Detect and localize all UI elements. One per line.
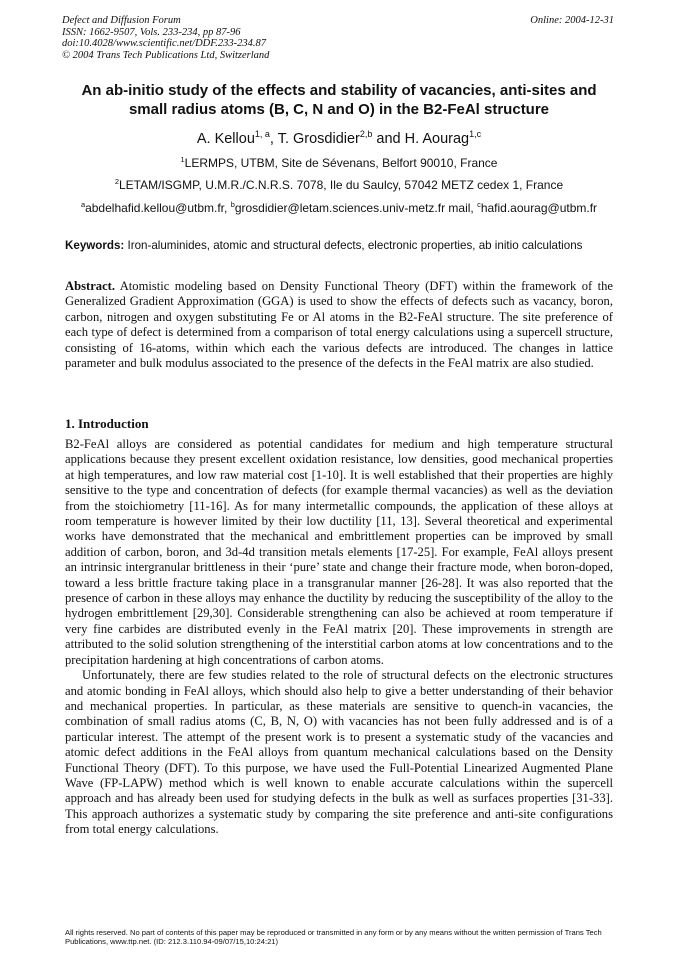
email-a: abdelhafid.kellou@utbm.fr, <box>85 201 231 215</box>
abstract-label: Abstract. <box>65 279 116 293</box>
affiliation-1 <box>40 156 638 171</box>
author-list <box>40 130 638 148</box>
keywords-text: Iron-aluminides, atomic and structural defects, electronic properties, ab initio calculations <box>124 239 583 252</box>
author-1: A. Kellou <box>196 131 255 147</box>
intro-paragraph-1: B2-FeAl alloys are considered as potential candidates for medium and high temperature structural applications because they present excellent oxidation resistance, low densities, good mechanical properties at high temperatures, and low raw material cost [1-10]. It is well established that their properties are highly sensitive to the type and concentration of defects (for example thermal vacancies) as well as the deviation from the stoichiometry [11-16]. As for many intermetallic compounds, the application of these alloys at room temperature is however limited by their low ductility [11, 13]. Several theoretical and experimental works have demonstrated that the mechanical and embrittlement properties can be improved by small addition of carbon, boron, and 3d-4d transition metals elements [17-25]. For example, FeAl alloys present an intrinsic intergranular brittleness in their ‘pure’ state and change their fracture mode, when boron-doped, toward a less brittle fracture taking place in a transgranular manner [26-28]. It was also reported that the presence of carbon in these alloys may enhance the ductility by reducing the susceptibility of the alloy to the hydrogen embrittlement [29,30]. Considerable strengthening can also be achieved at room temperature if very fine carbides are distributed evenly in the FeAl matrix [20]. These improvements in strength are attributed to the solid solution strengthening of the interstitial carbon atoms at low concentrations and to the precipitation hardening at high concentrations of carbon atoms. <box>65 437 613 667</box>
abstract-text: Atomistic modeling based on Density Functional Theory (DFT) within the framework of the Generalized Gradient Approximation (GGA) is used to show the effects of defects such as vacancy, boron, carbon, nitrogen and oxygen substituting Fe or Al atoms in the B2-FeAl structure. The site preference of each type of defect is determined from a comparison of total energy calculations using a supercell structure, consisting of 16-atoms, within which each the various defects are introduced. The changes in lattice parameter and bulk modulus associated to the presence of the defects in the FeAl matrix are also studied. <box>65 279 613 371</box>
author-3: H. Aourag <box>404 131 470 147</box>
email-b: grosdidier@letam.sciences.univ-metz.fr mail, <box>234 201 478 215</box>
keywords <box>65 238 613 253</box>
affiliation-2 <box>40 178 638 193</box>
title-line-2: small radius atoms (B, C, N and O) in the B2-FeAl structure <box>128 101 550 118</box>
journal-name: Defect and Diffusion Forum <box>62 15 181 26</box>
email-a-mark: a <box>80 200 86 209</box>
author-1-affiliation: 1, a <box>254 129 270 140</box>
journal-doi: doi:10.4028/www.scientific.net/DDF.233-234.87 <box>62 38 267 49</box>
author-emails <box>60 201 618 216</box>
author-3-affiliation: 1,c <box>469 129 482 140</box>
affiliation-2-text: LETAM/ISGMP, U.M.R./C.N.R.S. 7078, Ile du Saulcy, 57042 METZ cedex 1, France <box>118 178 564 192</box>
title-line-1: An ab-initio study of the effects and stability of vacancies, anti-sites and <box>81 82 597 99</box>
author-2-affiliation: 2,b <box>359 129 373 140</box>
section-heading: 1. Introduction <box>65 416 149 431</box>
affiliation-1-mark: 1 <box>180 155 185 164</box>
author-2: T. Grosdidier <box>277 131 360 147</box>
journal-header <box>62 15 269 61</box>
author-separator: and <box>372 131 405 147</box>
affiliation-1-text: LERMPS, UTBM, Site de Sévenans, Belfort 90010, France <box>184 156 498 170</box>
introduction <box>65 437 613 838</box>
intro-paragraph-2: Unfortunately, there are few studies related to the role of structural defects on the electronic structures and atomic bonding in FeAl alloys, which should also help to give a better understanding of their behavior and mechanical properties. In particular, as these materials are sensitive to quench-in vacancies, the combination of small radius atoms (C, B, N, O) with vacancies has not been fully addressed and is of a particular interest. The attempt of the present work is to present a systematic study of the vacancies and atomic defect additions in the FeAl alloys from quantum mechanical calculations based on the Density Functional Theory (DFT). To this purpose, we have used the Full-Potential Linearized Augmented Plane Wave (FP-LAPW) method which is well known to enable accurate calculations within the supercell approach and has already been used for studying defects in the bulk as well as surfaces properties [31-33]. This approach authorizes a systematic study by comparing the site preference and anti-site configurations from total energy calculations. <box>65 668 613 837</box>
email-b-mark: b <box>230 200 235 209</box>
email-c-mark: c <box>477 200 481 209</box>
email-c: hafid.aourag@utbm.fr <box>480 201 598 215</box>
journal-issn: ISSN: 1662-9507, Vols. 233-234, pp 87-96 <box>62 26 241 38</box>
abstract <box>65 279 613 371</box>
affiliation-2-mark: 2 <box>114 177 119 186</box>
keywords-label: Keywords: <box>65 239 125 252</box>
online-date: Online: 2004-12-31 <box>530 15 614 26</box>
copyright-footer: All rights reserved. No part of contents of this paper may be reproduced or transmitted in any form or by any means without the written permission of Trans Tech Publications, www.ttp.net. (ID: 212.3.110.94-09/07/15,10:24:21) <box>65 928 602 946</box>
paper-title <box>40 81 638 119</box>
journal-copyright: © 2004 Trans Tech Publications Ltd, Switzerland <box>62 49 270 61</box>
author-separator: , <box>269 131 278 147</box>
